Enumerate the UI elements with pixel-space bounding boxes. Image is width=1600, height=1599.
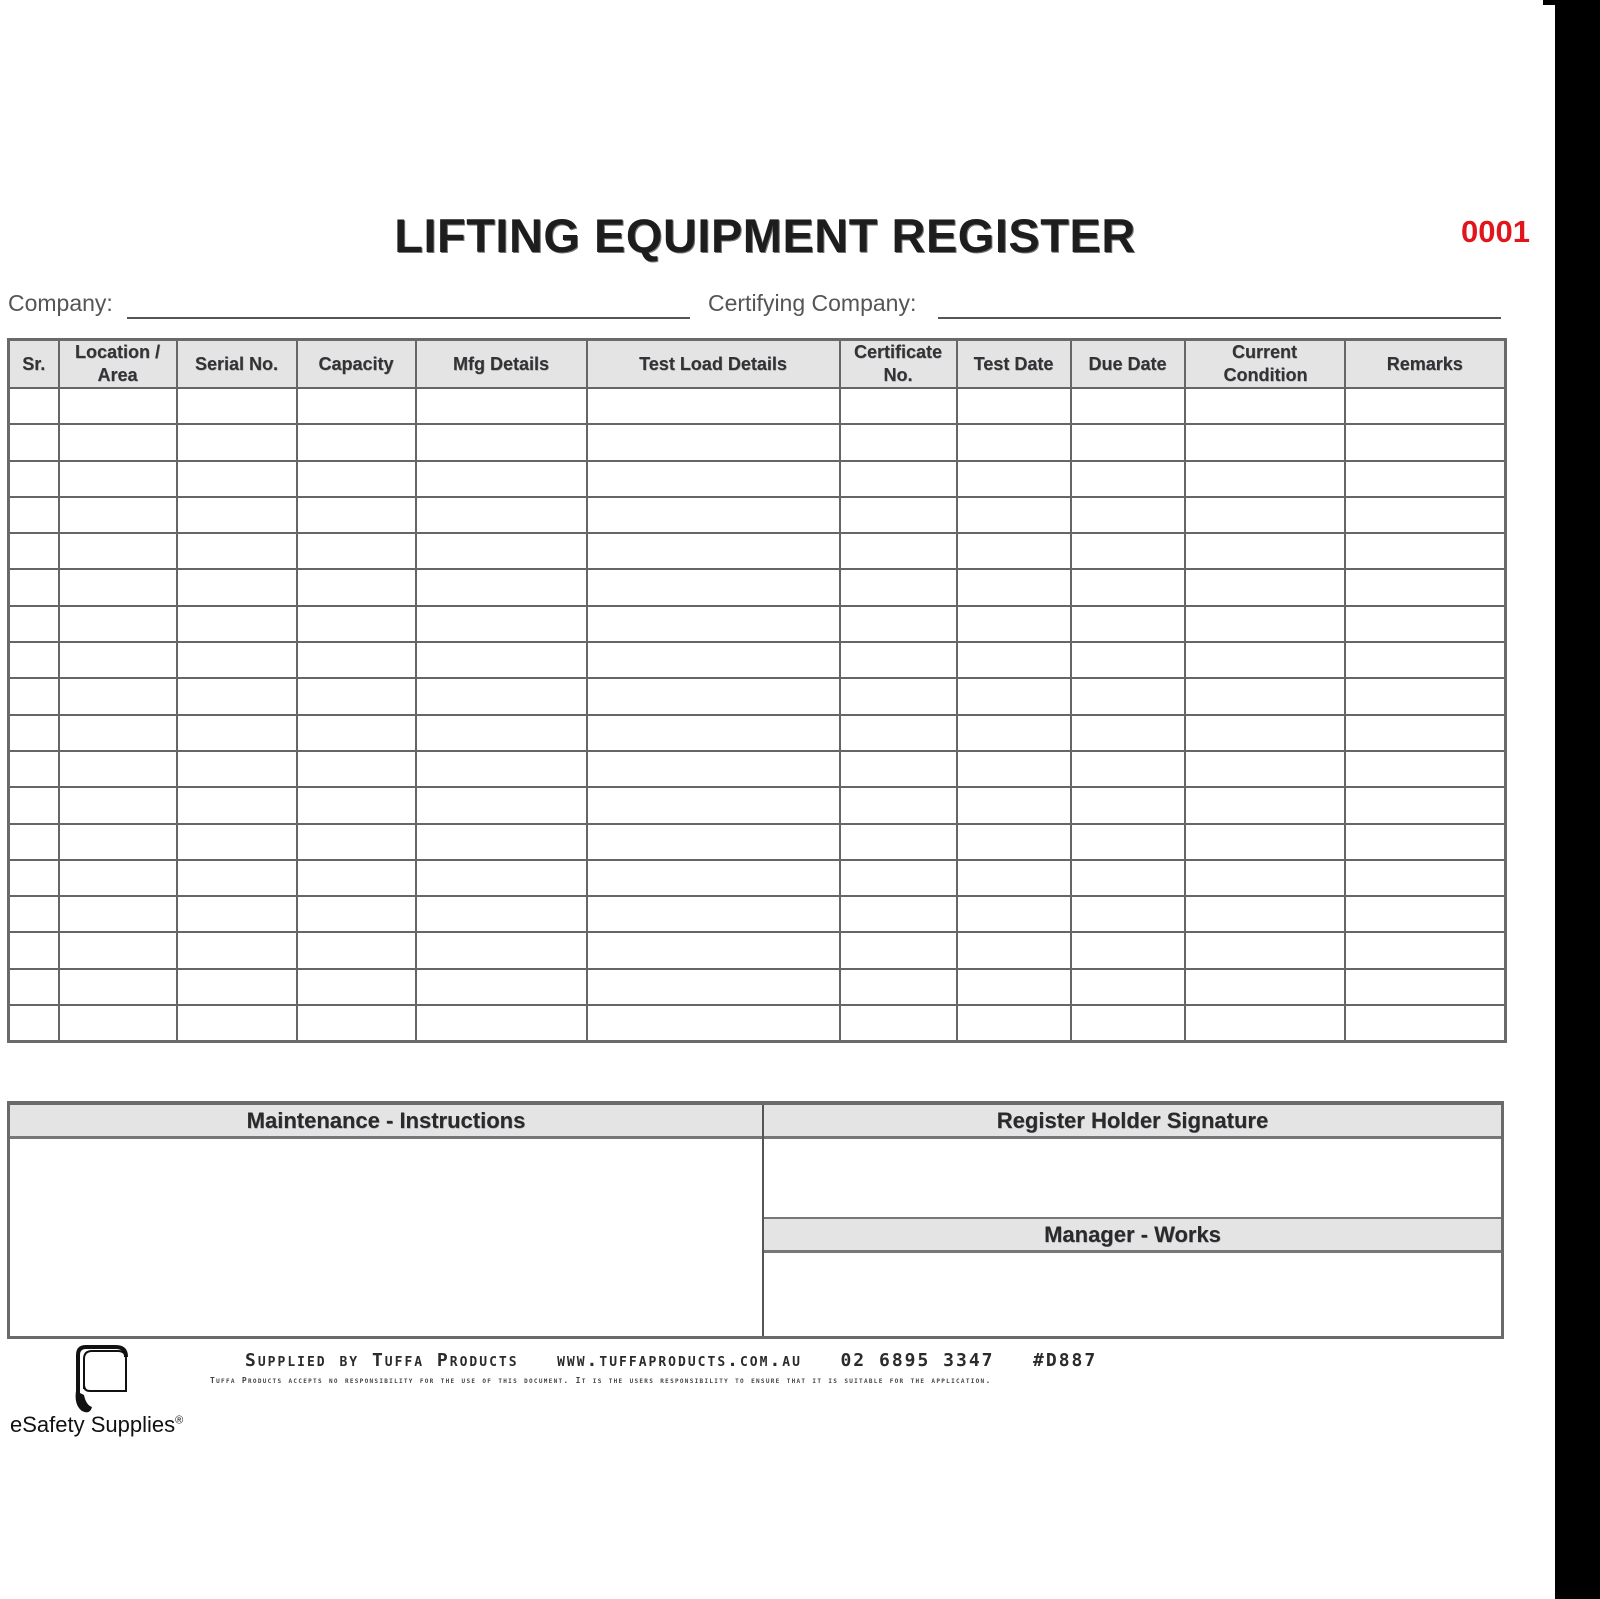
cell-due_date[interactable] — [1071, 569, 1185, 605]
table-row — [9, 678, 1506, 714]
cell-sr[interactable] — [9, 787, 59, 823]
cell-capacity[interactable] — [297, 388, 416, 424]
cell-capacity[interactable] — [297, 533, 416, 569]
cell-due_date[interactable] — [1071, 1005, 1185, 1042]
cell-sr[interactable] — [9, 932, 59, 968]
cell-serial[interactable] — [177, 932, 297, 968]
cell-location[interactable] — [59, 751, 177, 787]
cell-test_date[interactable] — [957, 860, 1071, 896]
cell-due_date[interactable] — [1071, 787, 1185, 823]
cell-due_date[interactable] — [1071, 606, 1185, 642]
cell-serial[interactable] — [177, 533, 297, 569]
esafety-logo-icon — [70, 1343, 140, 1415]
cell-condition[interactable] — [1185, 388, 1345, 424]
cell-mfg[interactable] — [416, 388, 587, 424]
cell-due_date[interactable] — [1071, 969, 1185, 1005]
cell-certificate[interactable] — [840, 969, 957, 1005]
cell-certificate[interactable] — [840, 824, 957, 860]
cell-mfg[interactable] — [416, 824, 587, 860]
table-row — [9, 1005, 1506, 1042]
cell-mfg[interactable] — [416, 715, 587, 751]
cell-remarks[interactable] — [1345, 424, 1506, 460]
cell-capacity[interactable] — [297, 1005, 416, 1042]
cell-capacity[interactable] — [297, 461, 416, 497]
cell-test_load[interactable] — [587, 497, 840, 533]
cell-sr[interactable] — [9, 715, 59, 751]
cell-due_date[interactable] — [1071, 642, 1185, 678]
cell-serial[interactable] — [177, 751, 297, 787]
signoff-section — [7, 1101, 1504, 1339]
cell-sr[interactable] — [9, 678, 59, 714]
cell-mfg[interactable] — [416, 969, 587, 1005]
cell-condition[interactable] — [1185, 896, 1345, 932]
cell-test_load[interactable] — [587, 461, 840, 497]
cell-remarks[interactable] — [1345, 787, 1506, 823]
cell-mfg[interactable] — [416, 424, 587, 460]
column-header-capacity: Capacity — [297, 340, 416, 389]
cell-sr[interactable] — [9, 606, 59, 642]
table-header-row — [9, 340, 1506, 389]
cell-serial[interactable] — [177, 497, 297, 533]
table-row — [9, 642, 1506, 678]
cell-condition[interactable] — [1185, 678, 1345, 714]
cell-location[interactable] — [59, 533, 177, 569]
cell-location[interactable] — [59, 1005, 177, 1042]
cell-test_date[interactable] — [957, 715, 1071, 751]
maintenance-header: Maintenance - Instructions — [10, 1105, 762, 1139]
cell-capacity[interactable] — [297, 678, 416, 714]
cell-location[interactable] — [59, 969, 177, 1005]
cell-condition[interactable] — [1185, 461, 1345, 497]
cell-capacity[interactable] — [297, 751, 416, 787]
cell-test_load[interactable] — [587, 715, 840, 751]
cell-test_load[interactable] — [587, 787, 840, 823]
cell-sr[interactable] — [9, 569, 59, 605]
cell-test_date[interactable] — [957, 678, 1071, 714]
cell-sr[interactable] — [9, 751, 59, 787]
cell-condition[interactable] — [1185, 424, 1345, 460]
cell-due_date[interactable] — [1071, 497, 1185, 533]
cell-certificate[interactable] — [840, 569, 957, 605]
cell-due_date[interactable] — [1071, 424, 1185, 460]
cell-test_date[interactable] — [957, 896, 1071, 932]
cell-remarks[interactable] — [1345, 896, 1506, 932]
cell-sr[interactable] — [9, 642, 59, 678]
cell-test_load[interactable] — [587, 860, 840, 896]
cell-test_date[interactable] — [957, 1005, 1071, 1042]
cell-remarks[interactable] — [1345, 388, 1506, 424]
page-title: LIFTING EQUIPMENT REGISTER — [394, 209, 1136, 262]
cell-certificate[interactable] — [840, 533, 957, 569]
cell-remarks[interactable] — [1345, 860, 1506, 896]
cell-location[interactable] — [59, 497, 177, 533]
cell-due_date[interactable] — [1071, 678, 1185, 714]
cell-mfg[interactable] — [416, 497, 587, 533]
cell-serial[interactable] — [177, 569, 297, 605]
cell-condition[interactable] — [1185, 497, 1345, 533]
cell-test_load[interactable] — [587, 678, 840, 714]
maintenance-panel — [10, 1105, 764, 1336]
cell-capacity[interactable] — [297, 606, 416, 642]
cell-certificate[interactable] — [840, 678, 957, 714]
cell-test_load[interactable] — [587, 751, 840, 787]
cell-sr[interactable] — [9, 860, 59, 896]
cell-capacity[interactable] — [297, 896, 416, 932]
cell-sr[interactable] — [9, 1005, 59, 1042]
cell-capacity[interactable] — [297, 824, 416, 860]
cell-condition[interactable] — [1185, 715, 1345, 751]
cell-condition[interactable] — [1185, 751, 1345, 787]
cell-condition[interactable] — [1185, 569, 1345, 605]
cell-due_date[interactable] — [1071, 715, 1185, 751]
cell-certificate[interactable] — [840, 715, 957, 751]
table-row — [9, 497, 1506, 533]
cell-test_date[interactable] — [957, 497, 1071, 533]
cell-condition[interactable] — [1185, 1005, 1345, 1042]
cell-due_date[interactable] — [1071, 824, 1185, 860]
cell-location[interactable] — [59, 388, 177, 424]
table-row — [9, 751, 1506, 787]
table-row — [9, 896, 1506, 932]
cell-location[interactable] — [59, 860, 177, 896]
cell-condition[interactable] — [1185, 533, 1345, 569]
cell-certificate[interactable] — [840, 1005, 957, 1042]
column-header-due-date: Due Date — [1071, 340, 1185, 389]
phone-number: 02 6895 3347 — [840, 1350, 995, 1371]
cell-mfg[interactable] — [416, 606, 587, 642]
table-row — [9, 461, 1506, 497]
cell-serial[interactable] — [177, 606, 297, 642]
table-row — [9, 824, 1506, 860]
cell-capacity[interactable] — [297, 715, 416, 751]
cell-certificate[interactable] — [840, 424, 957, 460]
serial-number: 0001 — [1461, 214, 1530, 249]
cell-condition[interactable] — [1185, 642, 1345, 678]
column-header-condition: Current Condition — [1185, 340, 1345, 389]
website-link[interactable]: www.tuffaproducts.com.au — [557, 1350, 802, 1371]
cell-remarks[interactable] — [1345, 969, 1506, 1005]
column-header-serial: Serial No. — [177, 340, 297, 389]
cell-serial[interactable] — [177, 1005, 297, 1042]
cell-sr[interactable] — [9, 533, 59, 569]
column-header-certificate: Certificate No. — [840, 340, 957, 389]
register-table — [7, 338, 1507, 1043]
cell-test_load[interactable] — [587, 388, 840, 424]
cell-capacity[interactable] — [297, 569, 416, 605]
cell-mfg[interactable] — [416, 461, 587, 497]
cell-remarks[interactable] — [1345, 751, 1506, 787]
cell-certificate[interactable] — [840, 896, 957, 932]
cell-sr[interactable] — [9, 424, 59, 460]
cell-test_load[interactable] — [587, 424, 840, 460]
table-row — [9, 969, 1506, 1005]
cell-location[interactable] — [59, 787, 177, 823]
cell-remarks[interactable] — [1345, 678, 1506, 714]
cell-remarks[interactable] — [1345, 824, 1506, 860]
cell-serial[interactable] — [177, 896, 297, 932]
table-row — [9, 424, 1506, 460]
register-holder-signature-field[interactable] — [764, 1139, 1501, 1217]
cell-mfg[interactable] — [416, 533, 587, 569]
cell-mfg[interactable] — [416, 932, 587, 968]
cell-sr[interactable] — [9, 969, 59, 1005]
cell-test_date[interactable] — [957, 388, 1071, 424]
cell-certificate[interactable] — [840, 860, 957, 896]
cell-serial[interactable] — [177, 678, 297, 714]
product-code: #D887 — [1033, 1350, 1098, 1371]
cell-serial[interactable] — [177, 461, 297, 497]
cell-serial[interactable] — [177, 860, 297, 896]
cell-mfg[interactable] — [416, 642, 587, 678]
cell-serial[interactable] — [177, 969, 297, 1005]
cell-serial[interactable] — [177, 787, 297, 823]
cell-test_date[interactable] — [957, 642, 1071, 678]
cell-test_date[interactable] — [957, 787, 1071, 823]
cell-capacity[interactable] — [297, 787, 416, 823]
cell-sr[interactable] — [9, 388, 59, 424]
cell-condition[interactable] — [1185, 969, 1345, 1005]
signature-panel — [764, 1105, 1501, 1336]
cell-condition[interactable] — [1185, 824, 1345, 860]
cell-test_load[interactable] — [587, 1005, 840, 1042]
cell-due_date[interactable] — [1071, 751, 1185, 787]
cell-location[interactable] — [59, 896, 177, 932]
cell-serial[interactable] — [177, 824, 297, 860]
maintenance-field[interactable] — [10, 1139, 762, 1329]
cell-test_date[interactable] — [957, 824, 1071, 860]
company-label: Company: — [8, 290, 113, 316]
cell-test_date[interactable] — [957, 932, 1071, 968]
table-row — [9, 715, 1506, 751]
cell-certificate[interactable] — [840, 932, 957, 968]
cell-remarks[interactable] — [1345, 642, 1506, 678]
cell-certificate[interactable] — [840, 461, 957, 497]
column-header-remarks: Remarks — [1345, 340, 1506, 389]
cell-test_load[interactable] — [587, 932, 840, 968]
cell-test_load[interactable] — [587, 569, 840, 605]
cell-capacity[interactable] — [297, 642, 416, 678]
cell-test_load[interactable] — [587, 824, 840, 860]
cell-capacity[interactable] — [297, 497, 416, 533]
cell-sr[interactable] — [9, 824, 59, 860]
cell-sr[interactable] — [9, 461, 59, 497]
column-header-location: Location / Area — [59, 340, 177, 389]
cell-mfg[interactable] — [416, 787, 587, 823]
cell-location[interactable] — [59, 424, 177, 460]
cell-sr[interactable] — [9, 497, 59, 533]
cell-remarks[interactable] — [1345, 569, 1506, 605]
table-row — [9, 860, 1506, 896]
cell-condition[interactable] — [1185, 606, 1345, 642]
cell-remarks[interactable] — [1345, 606, 1506, 642]
disclaimer-text: Tuffa Products accepts no responsibility for the use of this document. It is the users responsibility to ensure that it is suitable for the application. — [210, 1376, 992, 1385]
table-row — [9, 388, 1506, 424]
cell-serial[interactable] — [177, 388, 297, 424]
cell-certificate[interactable] — [840, 787, 957, 823]
cell-capacity[interactable] — [297, 424, 416, 460]
cell-remarks[interactable] — [1345, 533, 1506, 569]
cell-location[interactable] — [59, 461, 177, 497]
cell-mfg[interactable] — [416, 896, 587, 932]
cell-test_load[interactable] — [587, 606, 840, 642]
cell-mfg[interactable] — [416, 569, 587, 605]
column-header-mfg: Mfg Details — [416, 340, 587, 389]
cell-certificate[interactable] — [840, 497, 957, 533]
manager-works-header: Manager - Works — [764, 1217, 1501, 1253]
brand-name: eSafety Supplies® — [10, 1412, 184, 1437]
edge-strip — [1555, 0, 1600, 1599]
company-field[interactable] — [127, 317, 690, 319]
cell-location[interactable] — [59, 678, 177, 714]
column-header-test-date: Test Date — [957, 340, 1071, 389]
cell-test_date[interactable] — [957, 461, 1071, 497]
cell-test_load[interactable] — [587, 533, 840, 569]
cell-test_load[interactable] — [587, 642, 840, 678]
cell-location[interactable] — [59, 824, 177, 860]
cell-due_date[interactable] — [1071, 533, 1185, 569]
cell-location[interactable] — [59, 606, 177, 642]
cell-location[interactable] — [59, 715, 177, 751]
register-holder-header: Register Holder Signature — [764, 1105, 1501, 1139]
cell-location[interactable] — [59, 932, 177, 968]
supplier-footer — [245, 1350, 1097, 1371]
cell-sr[interactable] — [9, 896, 59, 932]
cell-serial[interactable] — [177, 642, 297, 678]
cell-due_date[interactable] — [1071, 461, 1185, 497]
cell-capacity[interactable] — [297, 860, 416, 896]
table-row — [9, 606, 1506, 642]
cell-serial[interactable] — [177, 715, 297, 751]
cell-remarks[interactable] — [1345, 497, 1506, 533]
cell-certificate[interactable] — [840, 751, 957, 787]
cell-remarks[interactable] — [1345, 1005, 1506, 1042]
certifying-company-label: Certifying Company: — [708, 290, 917, 316]
cell-capacity[interactable] — [297, 932, 416, 968]
table-row — [9, 569, 1506, 605]
table-row — [9, 932, 1506, 968]
cell-certificate[interactable] — [840, 388, 957, 424]
cell-certificate[interactable] — [840, 642, 957, 678]
supplied-by-text: Supplied by Tuffa Products — [245, 1350, 519, 1371]
cell-test_date[interactable] — [957, 751, 1071, 787]
manager-works-field[interactable] — [764, 1253, 1501, 1329]
cell-remarks[interactable] — [1345, 461, 1506, 497]
cell-certificate[interactable] — [840, 606, 957, 642]
cell-test_date[interactable] — [957, 424, 1071, 460]
cell-test_load[interactable] — [587, 896, 840, 932]
cell-test_date[interactable] — [957, 569, 1071, 605]
table-body — [9, 388, 1506, 1042]
cell-location[interactable] — [59, 642, 177, 678]
certifying-company-field[interactable] — [938, 317, 1501, 319]
cell-condition[interactable] — [1185, 932, 1345, 968]
cell-due_date[interactable] — [1071, 932, 1185, 968]
cell-condition[interactable] — [1185, 787, 1345, 823]
column-header-sr: Sr. — [9, 340, 59, 389]
cell-due_date[interactable] — [1071, 896, 1185, 932]
cell-location[interactable] — [59, 569, 177, 605]
cell-due_date[interactable] — [1071, 860, 1185, 896]
cell-serial[interactable] — [177, 424, 297, 460]
cell-test_date[interactable] — [957, 969, 1071, 1005]
cell-mfg[interactable] — [416, 1005, 587, 1042]
cell-capacity[interactable] — [297, 969, 416, 1005]
cell-mfg[interactable] — [416, 860, 587, 896]
cell-mfg[interactable] — [416, 751, 587, 787]
cell-remarks[interactable] — [1345, 932, 1506, 968]
table-row — [9, 787, 1506, 823]
cell-test_load[interactable] — [587, 969, 840, 1005]
cell-due_date[interactable] — [1071, 388, 1185, 424]
cell-remarks[interactable] — [1345, 715, 1506, 751]
cell-mfg[interactable] — [416, 678, 587, 714]
cell-test_date[interactable] — [957, 606, 1071, 642]
column-header-test-load: Test Load Details — [587, 340, 840, 389]
cell-condition[interactable] — [1185, 860, 1345, 896]
table-row — [9, 533, 1506, 569]
cell-test_date[interactable] — [957, 533, 1071, 569]
